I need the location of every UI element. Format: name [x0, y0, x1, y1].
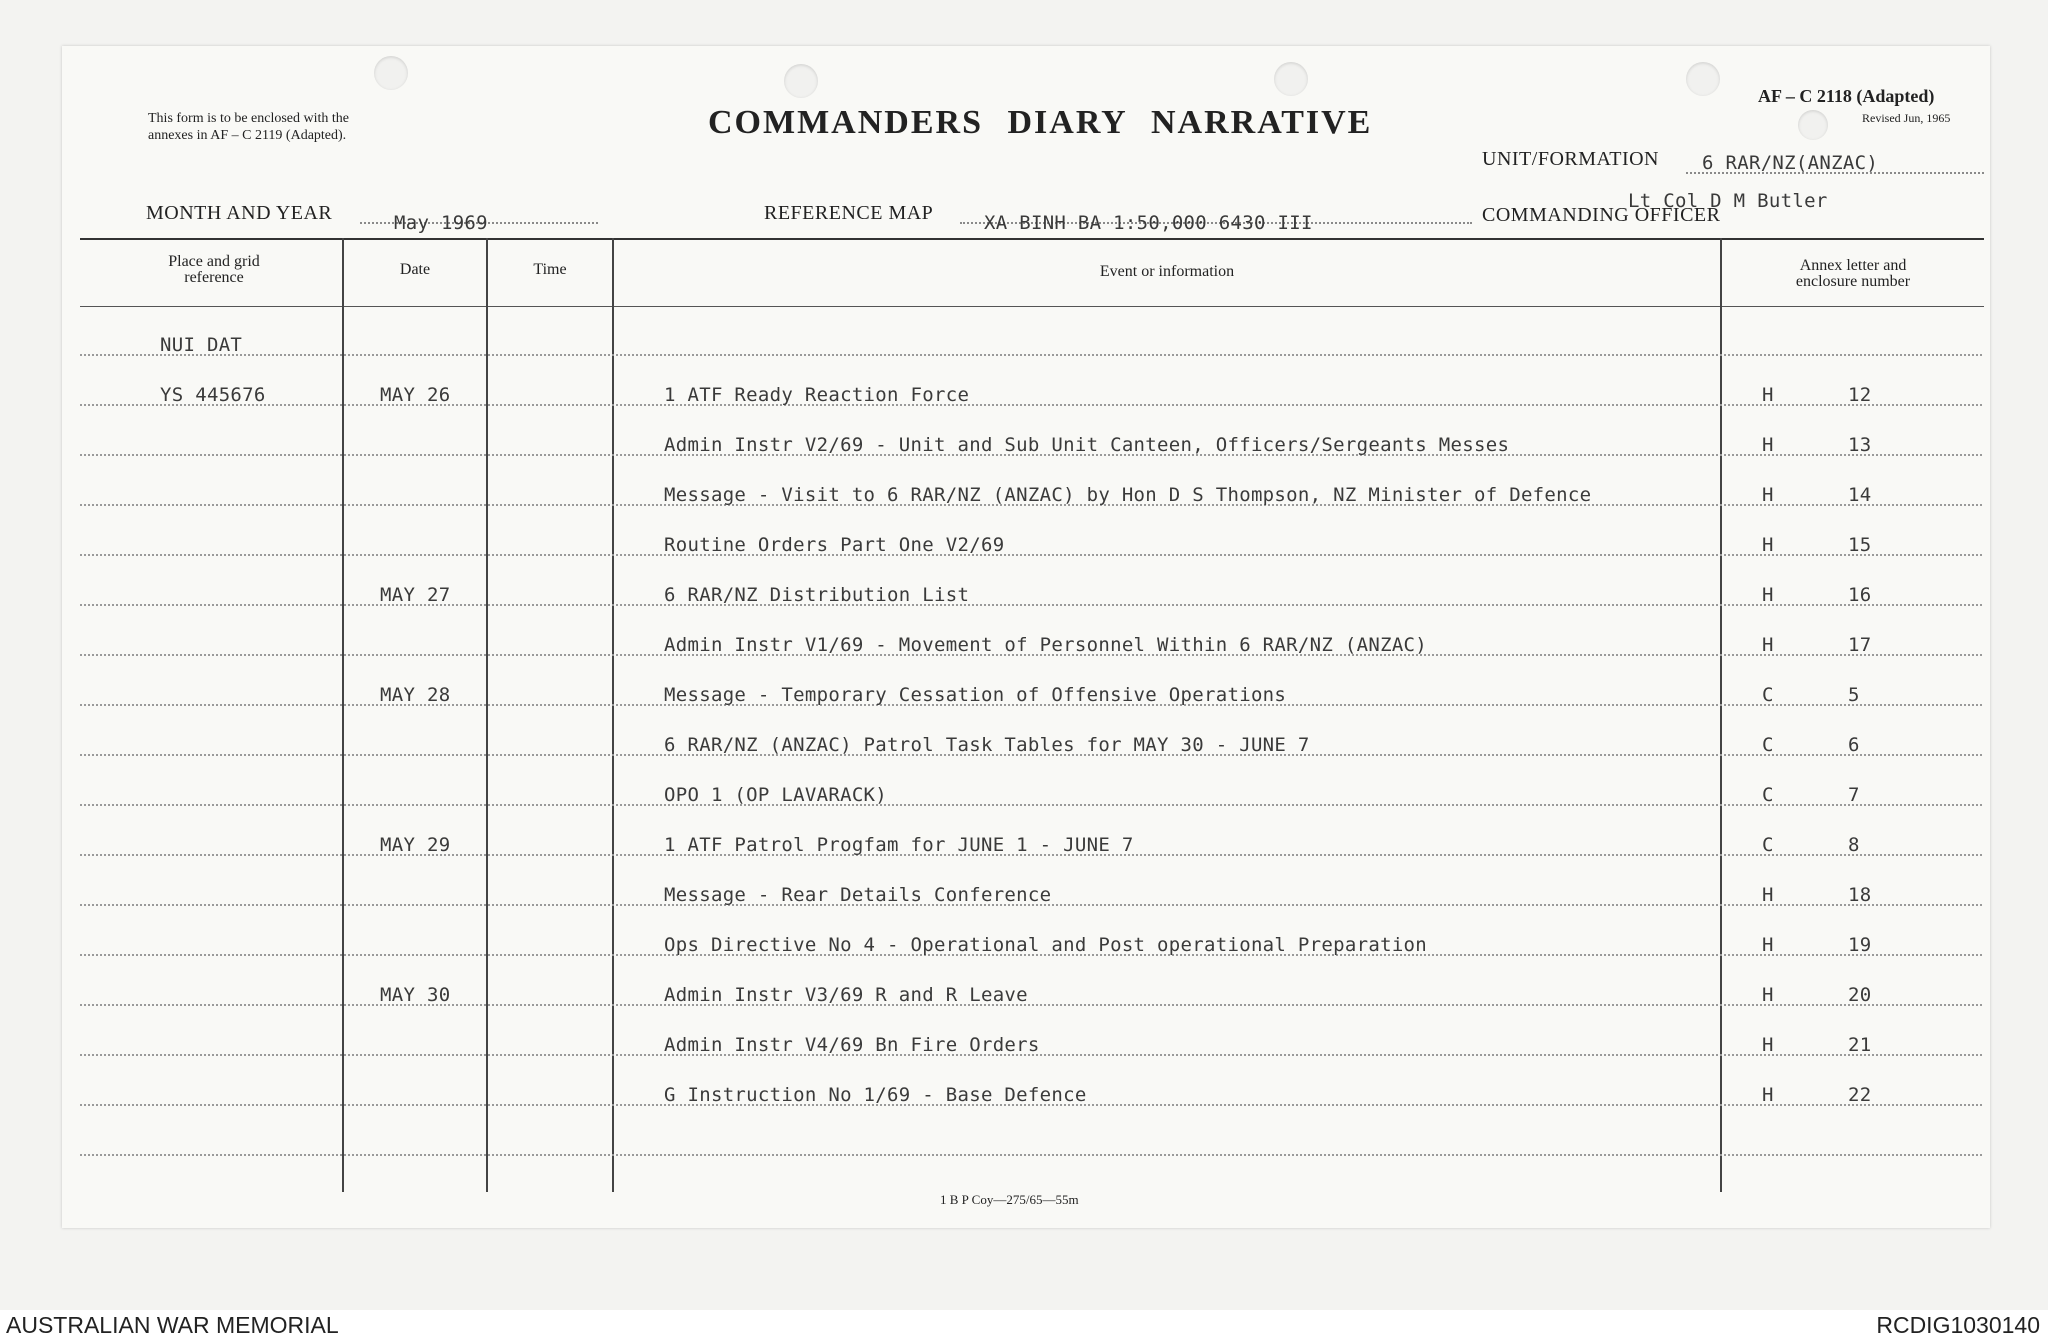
column-divider	[486, 238, 488, 1192]
annex-letter-cell: H	[1762, 984, 1774, 1006]
annex-letter-cell: C	[1762, 734, 1774, 756]
annex-letter-cell: H	[1762, 1034, 1774, 1056]
co-value: Lt Col D M Butler	[1628, 190, 1828, 212]
map-label: REFERENCE MAP	[764, 202, 934, 224]
page-title: COMMANDERS DIARY NARRATIVE	[708, 104, 1373, 141]
column-header-place-line-2: reference	[184, 269, 244, 286]
event-cell: Admin Instr V3/69 R and R Leave	[664, 984, 1028, 1006]
event-cell: Admin Instr V1/69 - Movement of Personnel Within 6 RAR/NZ (ANZAC)	[664, 634, 1428, 656]
unit-value: 6 RAR/NZ(ANZAC)	[1702, 152, 1879, 174]
annex-number-cell: 18	[1848, 884, 1872, 906]
row-dotted-rule	[80, 1004, 1982, 1006]
annex-letter-cell: H	[1762, 584, 1774, 606]
event-cell: 1 ATF Patrol Progfam for JUNE 1 - JUNE 7	[664, 834, 1134, 856]
event-cell: Message - Temporary Cessation of Offensive Operations	[664, 684, 1287, 706]
event-cell: Ops Directive No 4 - Operational and Post operational Preparation	[664, 934, 1428, 956]
co-label: COMMANDING OFFICER	[1482, 204, 1721, 226]
annex-letter-cell: H	[1762, 634, 1774, 656]
row-dotted-rule	[80, 1154, 1982, 1156]
column-header-annex	[1722, 258, 1984, 290]
event-cell: 6 RAR/NZ (ANZAC) Patrol Task Tables for MAY 30 - JUNE 7	[664, 734, 1310, 756]
enclose-note-line-2: annexes in AF – C 2119 (Adapted).	[148, 128, 347, 143]
column-header-annex-line-2: enclosure number	[1795, 273, 1911, 290]
date-cell: MAY 27	[380, 584, 451, 606]
annex-number-cell: 13	[1848, 434, 1872, 456]
punch-hole	[1798, 110, 1828, 140]
annex-letter-cell: H	[1762, 1084, 1774, 1106]
column-divider	[1720, 238, 1722, 1192]
annex-number-cell: 12	[1848, 384, 1872, 406]
footer-record-id: RCDIG1030140	[1876, 1312, 2040, 1338]
footer-archive-name: AUSTRALIAN WAR MEMORIAL	[6, 1312, 339, 1338]
annex-number-cell: 21	[1848, 1034, 1872, 1056]
event-cell: Admin Instr V4/69 Bn Fire Orders	[664, 1034, 1040, 1056]
month-value: May 1969	[394, 212, 488, 234]
annex-letter-cell: C	[1762, 684, 1774, 706]
event-cell: G Instruction No 1/69 - Base Defence	[664, 1084, 1087, 1106]
enclose-note	[148, 110, 349, 144]
table-top-rule	[80, 238, 1984, 240]
annex-number-cell: 6	[1848, 734, 1860, 756]
printer-mark: 1 B P Coy—275/65—55m	[940, 1192, 1079, 1207]
column-header-annex-line-1: Annex letter and	[1799, 257, 1907, 274]
revised-date: Revised Jun, 1965	[1862, 111, 1951, 125]
enclose-note-line-1: This form is to be enclosed with the	[148, 111, 350, 126]
map-value: XA BINH BA 1:50,000 6430 III	[984, 212, 1313, 234]
event-cell: Admin Instr V2/69 - Unit and Sub Unit Canteen, Officers/Sergeants Messes	[664, 434, 1510, 456]
annex-number-cell: 20	[1848, 984, 1872, 1006]
month-label: MONTH AND YEAR	[146, 202, 333, 224]
row-dotted-rule	[80, 354, 1982, 356]
column-header-date: Date	[399, 261, 431, 278]
punch-hole	[374, 56, 408, 90]
date-cell: MAY 30	[380, 984, 451, 1006]
row-dotted-rule	[80, 604, 1982, 606]
annex-letter-cell: H	[1762, 884, 1774, 906]
annex-letter-cell: H	[1762, 934, 1774, 956]
event-cell: Message - Rear Details Conference	[664, 884, 1052, 906]
annex-letter-cell: H	[1762, 534, 1774, 556]
annex-letter-cell: H	[1762, 384, 1774, 406]
row-dotted-rule	[80, 554, 1982, 556]
event-cell: Routine Orders Part One V2/69	[664, 534, 1005, 556]
place-cell: NUI DAT	[160, 334, 243, 356]
event-cell: 1 ATF Ready Reaction Force	[664, 384, 970, 406]
annex-letter-cell: H	[1762, 434, 1774, 456]
annex-number-cell: 5	[1848, 684, 1860, 706]
event-cell: OPO 1 (OP LAVARACK)	[664, 784, 888, 806]
annex-letter-cell: H	[1762, 484, 1774, 506]
annex-number-cell: 7	[1848, 784, 1860, 806]
punch-hole	[784, 64, 818, 98]
column-header-place	[90, 254, 338, 286]
annex-letter-cell: C	[1762, 784, 1774, 806]
place-cell: YS 445676	[160, 384, 266, 406]
column-header-time: Time	[533, 261, 567, 278]
punch-hole	[1686, 62, 1720, 96]
column-divider	[342, 238, 344, 1192]
date-cell: MAY 29	[380, 834, 451, 856]
annex-number-cell: 19	[1848, 934, 1872, 956]
annex-number-cell: 22	[1848, 1084, 1872, 1106]
row-dotted-rule	[80, 804, 1982, 806]
annex-letter-cell: C	[1762, 834, 1774, 856]
event-cell: Message - Visit to 6 RAR/NZ (ANZAC) by Hon D S Thompson, NZ Minister of Defence	[664, 484, 1592, 506]
annex-number-cell: 8	[1848, 834, 1860, 856]
table-header-rule	[80, 306, 1984, 307]
column-header-event: Event or information	[1099, 263, 1235, 280]
unit-label: UNIT/FORMATION	[1482, 148, 1659, 170]
column-header-place-line-1: Place and grid	[168, 253, 260, 270]
date-cell: MAY 28	[380, 684, 451, 706]
column-divider	[612, 238, 614, 1192]
annex-number-cell: 15	[1848, 534, 1872, 556]
punch-hole	[1274, 62, 1308, 96]
annex-number-cell: 17	[1848, 634, 1872, 656]
event-cell: 6 RAR/NZ Distribution List	[664, 584, 970, 606]
row-dotted-rule	[80, 404, 1982, 406]
annex-number-cell: 16	[1848, 584, 1872, 606]
form-number: AF – C 2118 (Adapted)	[1758, 86, 1935, 106]
date-cell: MAY 26	[380, 384, 451, 406]
annex-number-cell: 14	[1848, 484, 1872, 506]
